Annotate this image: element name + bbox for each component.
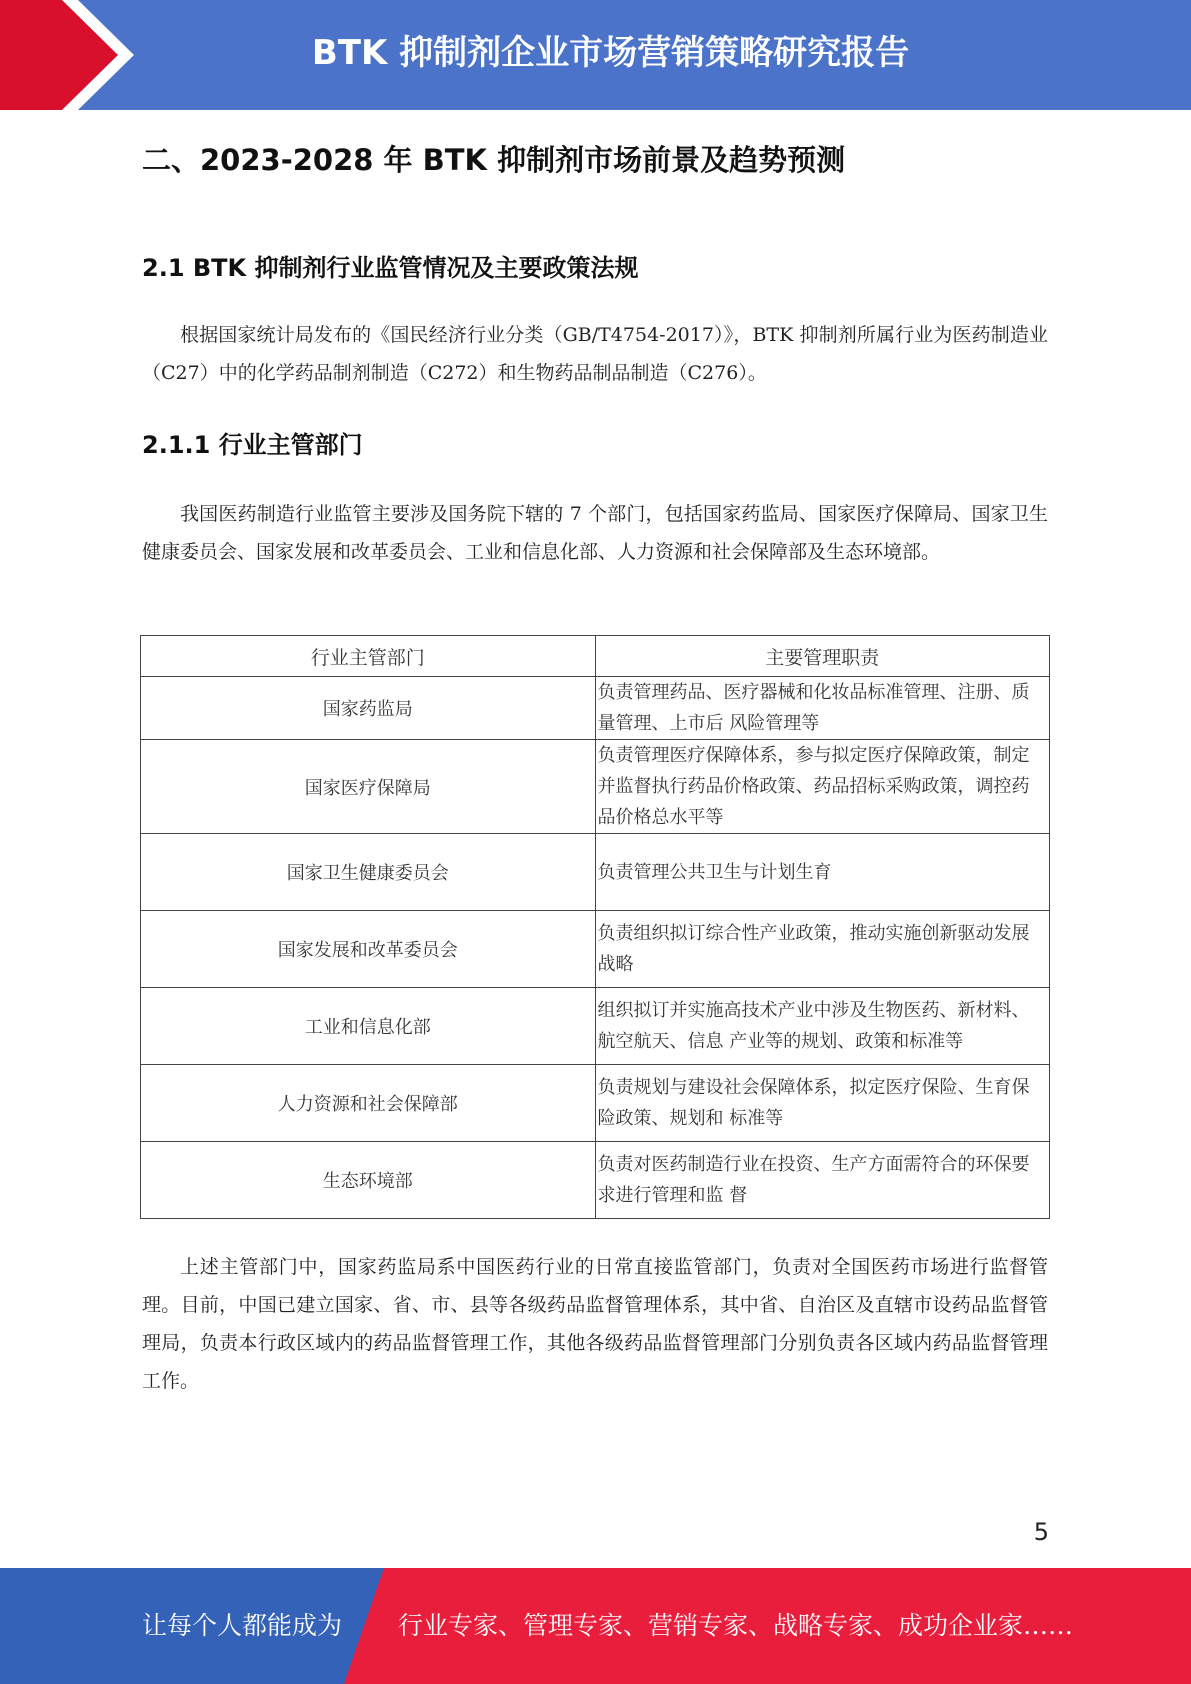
table-cell-duty: 负责规划与建设社会保障体系，拟定医疗保险、生育保险政策、规划和 标准等 [595, 1065, 1050, 1142]
table-row [141, 988, 1050, 1065]
section-heading-2-1: 2.1 BTK 抑制剂行业监管情况及主要政策法规 [142, 254, 639, 282]
section-heading-2-1-1: 2.1.1 行业主管部门 [142, 431, 363, 459]
table-cell-duty: 负责管理医疗保障体系，参与拟定医疗保障政策，制定并监督执行药品价格政策、药品招标采购政策，调控药品价格总水平等 [595, 740, 1050, 834]
table-cell-duty: 负责管理公共卫生与计划生育 [595, 834, 1050, 911]
table-header-dept: 行业主管部门 [141, 636, 596, 677]
table-cell-dept: 工业和信息化部 [141, 988, 596, 1065]
table-cell-duty: 组织拟订并实施高技术产业中涉及生物医药、新材料、航空航天、信息 产业等的规划、政策和标准等 [595, 988, 1050, 1065]
table-row [141, 1065, 1050, 1142]
table-cell-dept: 国家卫生健康委员会 [141, 834, 596, 911]
table-cell-dept: 国家医疗保障局 [141, 740, 596, 834]
table-cell-duty: 负责组织拟订综合性产业政策，推动实施创新驱动发展战略 [595, 911, 1050, 988]
table-cell-dept: 人力资源和社会保障部 [141, 1065, 596, 1142]
regulatory-departments-table [140, 635, 1050, 1219]
table-row [141, 834, 1050, 911]
footer-slogan-left: 让每个人都能成为 [142, 1611, 343, 1640]
table-header-row [141, 636, 1050, 677]
header-chevron-decoration [0, 0, 150, 110]
table-row [141, 677, 1050, 740]
table-row [141, 911, 1050, 988]
table-header-duty: 主要管理职责 [595, 636, 1050, 677]
paragraph-nmpa-supervision: 上述主管部门中，国家药监局系中国医药行业的日常直接监管部门，负责对全国医药市场进行监督管理。目前，中国已建立国家、省、市、县等各级药品监督管理体系，其中省、自治区及直辖市设药品监督管理局，负责本行政区域内的药品监督管理工作，其他各级药品监督管理部门分别负责各区域内药品监督管理工作。 [142, 1256, 1048, 1392]
paragraph-industry-classification: 根据国家统计局发布的《国民经济行业分类（GB/T4754-2017）》，BTK 抑制剂所属行业为医药制造业（C27）中的化学药品制剂制造（C272）和生物药品制品制造（C276）。 [142, 324, 1048, 384]
chapter-heading: 二、2023-2028 年 BTK 抑制剂市场前景及趋势预测 [142, 143, 846, 177]
footer-slogan-right: 行业专家、管理专家、营销专家、战略专家、成功企业家…… [398, 1611, 1074, 1640]
table-row [141, 740, 1050, 834]
table-cell-dept: 国家药监局 [141, 677, 596, 740]
page-header [0, 0, 1191, 110]
table-cell-duty: 负责管理药品、医疗器械和化妆品标准管理、注册、质量管理、上市后 风险管理等 [595, 677, 1050, 740]
page-footer [0, 1568, 1191, 1684]
table-cell-dept: 国家发展和改革委员会 [141, 911, 596, 988]
table-row [141, 1142, 1050, 1219]
report-title: BTK 抑制剂企业市场营销策略研究报告 [311, 33, 910, 73]
paragraph-regulatory-departments: 我国医药制造行业监管主要涉及国务院下辖的 7 个部门，包括国家药监局、国家医疗保障局、国家卫生健康委员会、国家发展和改革委员会、工业和信息化部、人力资源和社会保障部及生态环境部。 [142, 503, 1048, 563]
table-cell-dept: 生态环境部 [141, 1142, 596, 1219]
page-number: 5 [1033, 1518, 1049, 1546]
table-cell-duty: 负责对医药制造行业在投资、生产方面需符合的环保要求进行管理和监 督 [595, 1142, 1050, 1219]
